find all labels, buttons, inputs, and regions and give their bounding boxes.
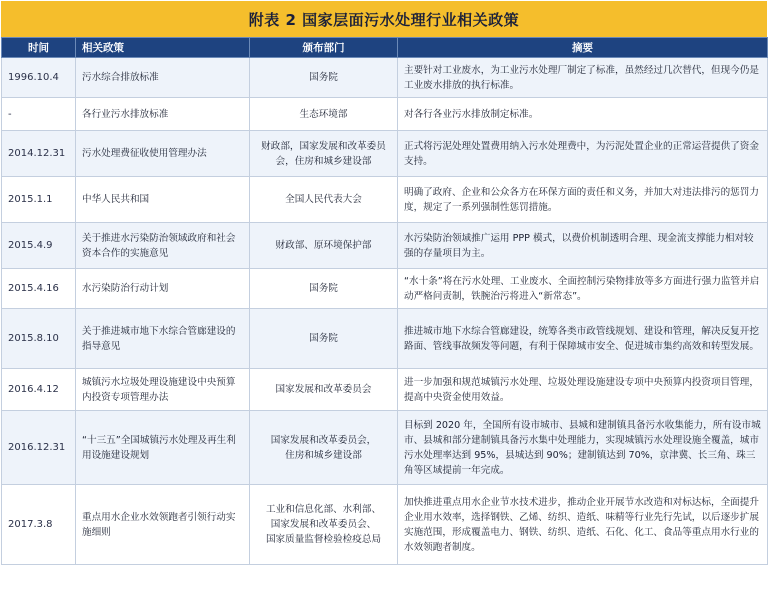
dept-line: 全国人民代表大会 [285,194,362,205]
cell-summary: 推进城市地下水综合管廊建设，统筹各类市政管线规划、建设和管理，解决反复开挖路面、管线事故频发等问题，有利于保障城市安全、促进城市集约高效和转型发展。 [398,309,768,369]
cell-dept [250,98,398,131]
policy-table [1,37,768,565]
header-summary: 摘要 [398,38,768,58]
cell-dept [250,223,398,269]
dept-line: 财政部，国家发展和改革委员会，住房和城乡建设部 [261,140,386,167]
cell-policy: “十三五”全国城镇污水处理及再生利用设施建设规划 [76,411,250,485]
cell-policy: 城镇污水垃圾处理设施建设中央预算内投资专项管理办法 [76,369,250,411]
cell-date: 1996.10.4 [2,58,76,98]
table-row [2,309,768,369]
header-row [2,38,768,58]
cell-policy: 污水处理费征收使用管理办法 [76,131,250,177]
cell-policy: 污水综合排放标准 [76,58,250,98]
header-dept: 颁布部门 [250,38,398,58]
dept-line: 国家质量监督检验检疫总局 [265,534,382,545]
cell-date: 2015.4.9 [2,223,76,269]
dept-line: 国务院 [309,72,338,83]
dept-line: 财政部、原环境保护部 [275,240,372,251]
table-row [2,58,768,98]
dept-line: 工业和信息化部、水利部、 [265,504,382,515]
cell-date: 2016.12.31 [2,411,76,485]
cell-date: 2015.8.10 [2,309,76,369]
table-row [2,98,768,131]
cell-summary: 水污染防治领域推广运用 PPP 模式，以费价机制透明合理、现金流支撑能力相对较强的存量项目为主。 [398,223,768,269]
cell-summary: “水十条”将在污水处理、工业废水、全面控制污染物排放等多方面进行强力监管并启动严格问责制，铁腕治污将进入“新常态”。 [398,269,768,309]
cell-policy: 各行业污水排放标准 [76,98,250,131]
table-row [2,177,768,223]
cell-date: 2016.4.12 [2,369,76,411]
cell-dept [250,485,398,565]
table-row [2,131,768,177]
cell-dept [250,309,398,369]
cell-dept [250,369,398,411]
cell-policy: 水污染防治行动计划 [76,269,250,309]
dept-line: 住房和城乡建设部 [285,449,362,461]
table-row [2,369,768,411]
cell-policy: 中华人民共和国 [76,177,250,223]
dept-line: 国务院 [309,283,338,294]
dept-line: 国家发展和改革委员会、 [270,519,377,530]
cell-summary: 主要针对工业废水，为工业污水处理厂制定了标准，虽然经过几次替代，但现今仍是工业废水排放的执行标准。 [398,58,768,98]
table-row [2,223,768,269]
table-row [2,485,768,565]
cell-summary: 进一步加强和规范城镇污水处理、垃圾处理设施建设专项中央预算内投资项目管理，提高中央资金使用效益。 [398,369,768,411]
cell-dept [250,131,398,177]
dept-line: 国家发展和改革委员会 [275,384,372,395]
cell-summary: 明确了政府、企业和公众各方在环保方面的责任和义务，并加大对违法排污的惩罚力度，规定了一系列强制性惩罚措施。 [398,177,768,223]
cell-summary: 正式将污泥处理处置费用纳入污水处理费中，为污泥处置企业的正常运营提供了资金支持。 [398,131,768,177]
cell-date: - [2,98,76,131]
cell-dept [250,58,398,98]
dept-line: 生态环境部 [299,108,348,120]
table-title: 附表 2 国家层面污水处理行业相关政策 [1,1,767,37]
cell-date: 2014.12.31 [2,131,76,177]
table-row [2,269,768,309]
header-policy: 相关政策 [76,38,250,58]
cell-date: 2015.4.16 [2,269,76,309]
cell-date: 2017.3.8 [2,485,76,565]
cell-policy: 关于推进城市地下水综合管廊建设的指导意见 [76,309,250,369]
cell-summary: 目标到 2020 年，全国所有设市城市、县城和建制镇具备污水收集能力，所有设市城市、县城和部分建制镇具备污水集中处理能力，实现城镇污水处理设施全覆盖，城市污水处理率达到 95%，县城达到 90%；建制镇达到 70%，京津冀、长三角、珠三角等区域提前一年完成。 [398,411,768,485]
cell-dept [250,411,398,485]
dept-line: 国家发展和改革委员会， [270,434,377,446]
cell-dept [250,269,398,309]
cell-date: 2015.1.1 [2,177,76,223]
header-date: 时间 [2,38,76,58]
cell-dept [250,177,398,223]
cell-policy: 重点用水企业水效领跑者引领行动实施细则 [76,485,250,565]
cell-policy: 关于推进水污染防治领域政府和社会资本合作的实施意见 [76,223,250,269]
cell-summary: 加快推进重点用水企业节水技术进步，推动企业开展节水改造和对标达标，全面提升企业用水效率，选择钢铁、乙烯、纺织、造纸、味精等行业先行先试，以后逐步扩展实施范围，形成覆盖电力、钢铁、纺织、造纸、石化、化工、食品等重点用水行业的水效领跑者制度。 [398,485,768,565]
cell-summary: 对各行各业污水排放制定标准。 [398,98,768,131]
policy-table-container [1,1,767,565]
dept-line: 国务院 [309,333,338,344]
table-row [2,411,768,485]
